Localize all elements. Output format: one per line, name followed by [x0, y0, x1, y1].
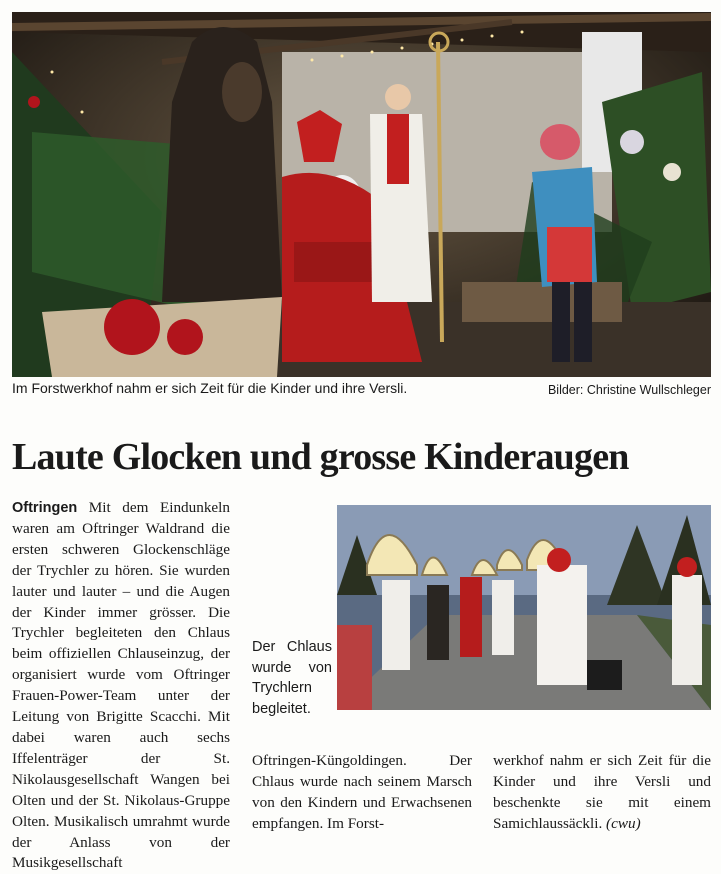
photo-credit: Bilder: Christine Wullschleger: [547, 383, 711, 397]
photo-caption: Im Forstwerkhof nahm er sich Zeit für die Kinder und ihre Versli.: [12, 380, 408, 396]
procession-photo: [337, 505, 711, 710]
dateline: Oftringen: [12, 500, 78, 516]
body-text-3: werkhof nahm er sich Zeit für die Kinder und ihre Versli und beschenkte sie mit einem Samichlaussäckli.: [493, 752, 711, 832]
procession-caption: Der Chlaus wurde von Trychlern begleitet.: [252, 639, 332, 717]
author-signature: (cwu): [606, 814, 641, 832]
article-column-1: [12, 498, 230, 874]
top-photo: [12, 12, 711, 377]
body-text-1: Mit dem Eindunkeln waren am Oftringer Waldrand die ersten schweren Glockenschläge der Trychler zu hören. Sie wurden lauter und lauter – und die Augen der Kinder immer grösser. Die Trychler begleiteten den Chlaus beim offiziellen Chlauseinzug, der organisiert wurde vom Oftringer Frauen-Power-Team unter der Leitung von Brigitte Scacchi. Mit dabei waren auch sechs Iffelenträger der St. Nikolausgesellschaft Wangen bei Olten und der St. Nikolaus-Gruppe Olten. Musikalisch umrahmt wurde der Anlass von der Musikgesellschaft: [12, 499, 230, 872]
article-column-2: Oftringen-Küngoldingen. Der Chlaus wurde nach seinem Marsch von den Kindern und Erwachsenen empfangen. Im Forst-: [252, 752, 472, 832]
headline: Laute Glocken und grosse Kinderaugen: [12, 436, 629, 478]
article-column-3: [493, 751, 711, 835]
